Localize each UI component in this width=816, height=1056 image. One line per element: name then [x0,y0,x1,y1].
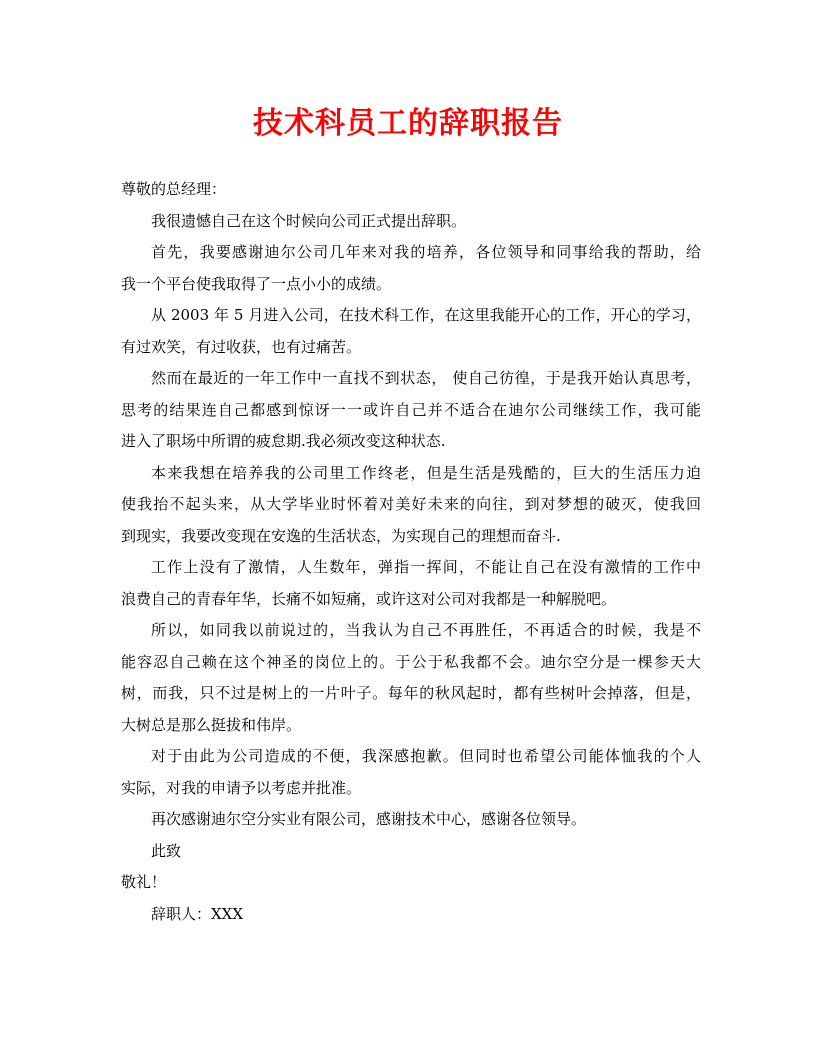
paragraph [121,804,701,836]
document-title: 技术科员工的辞职报告 [253,106,563,141]
paragraph [121,300,701,363]
paragraph-line: 实际，对我的申请予以考虑并批准。 [121,778,362,797]
paragraph-line: 能容忍自己赖在这个神圣的岗位上的。于公于私我都不会。迪尔空分是一棵参天大 [121,652,701,671]
paragraph [121,206,701,238]
paragraph-line: 我一个平台使我取得了一点小小的成绩。 [121,274,392,293]
paragraph-line: 从 2003 年 5 月进入公司，在技术科工作，在这里我能开心的工作，开心的学习， [151,306,701,324]
paragraph-line: 浪费自己的青春年华，长痛不如短痛，或许这对公司对我都是一种解脱吧。 [121,589,617,608]
paragraph [121,458,701,553]
paragraph-line: 有过欢笑，有过收获，也有过痛苦。 [121,337,362,356]
paragraph-line: 树，而我，只不过是树上的一片叶子。每年的秋风起时，都有些树叶会掉落，但是， [121,684,701,702]
paragraph-line: 本来我想在培养我的公司里工作终老，但是生活是残酷的，巨大的生活压力迫 [151,463,701,482]
paragraph-line: 到现实，我要改变现在安逸的生活状态，为实现自己的理想而奋斗. [121,526,561,545]
salutation: 尊敬的总经理： [121,180,227,198]
paragraph-line: 我很遗憾自己在这个时候向公司正式提出辞职。 [151,211,467,230]
document-body [121,174,701,930]
regards-text: 敬礼！ [121,873,167,891]
paragraph-line: 所以，如同我以前说过的，当我认为自己不再胜任，不再适合的时候，我是不 [151,621,701,639]
paragraph-line: 进入了职场中所谓的疲怠期.我必须改变这种状态. [121,432,446,450]
paragraph [121,741,701,804]
paragraph [121,237,701,300]
paragraph-line: 大树总是那么挺拔和伟岸。 [121,715,302,734]
paragraph [121,615,701,741]
signature: 辞职人：XXX [151,904,244,923]
paragraph-line: 对于由此为公司造成的不便，我深感抱歉。但同时也希望公司能体恤我的个人 [151,747,701,765]
paragraph-line: 然而在最近的一年工作中一直找不到状态， 使自己彷徨，于是我开始认真思考， [151,369,701,387]
paragraph-line: 工作上没有了激情，人生数年，弹指一挥间，不能让自己在没有激情的工作中 [151,558,701,576]
paragraph [121,363,701,458]
paragraphs [121,206,701,836]
paragraph [121,552,701,615]
paragraph-line: 首先，我要感谢迪尔公司几年来对我的培养，各位领导和同事给我的帮助，给 [151,243,701,261]
paragraph-line: 使我抬不起头来，从大学毕业时怀着对美好未来的向往，到对梦想的破灭，使我回 [121,495,701,513]
paragraph-line: 思考的结果连自己都感到惊讶一一或许自己并不适合在迪尔公司继续工作，我可能 [121,400,701,419]
closing-text: 此致 [151,841,182,860]
paragraph-line: 再次感谢迪尔空分实业有限公司，感谢技术中心，感谢各位领导。 [151,810,587,828]
